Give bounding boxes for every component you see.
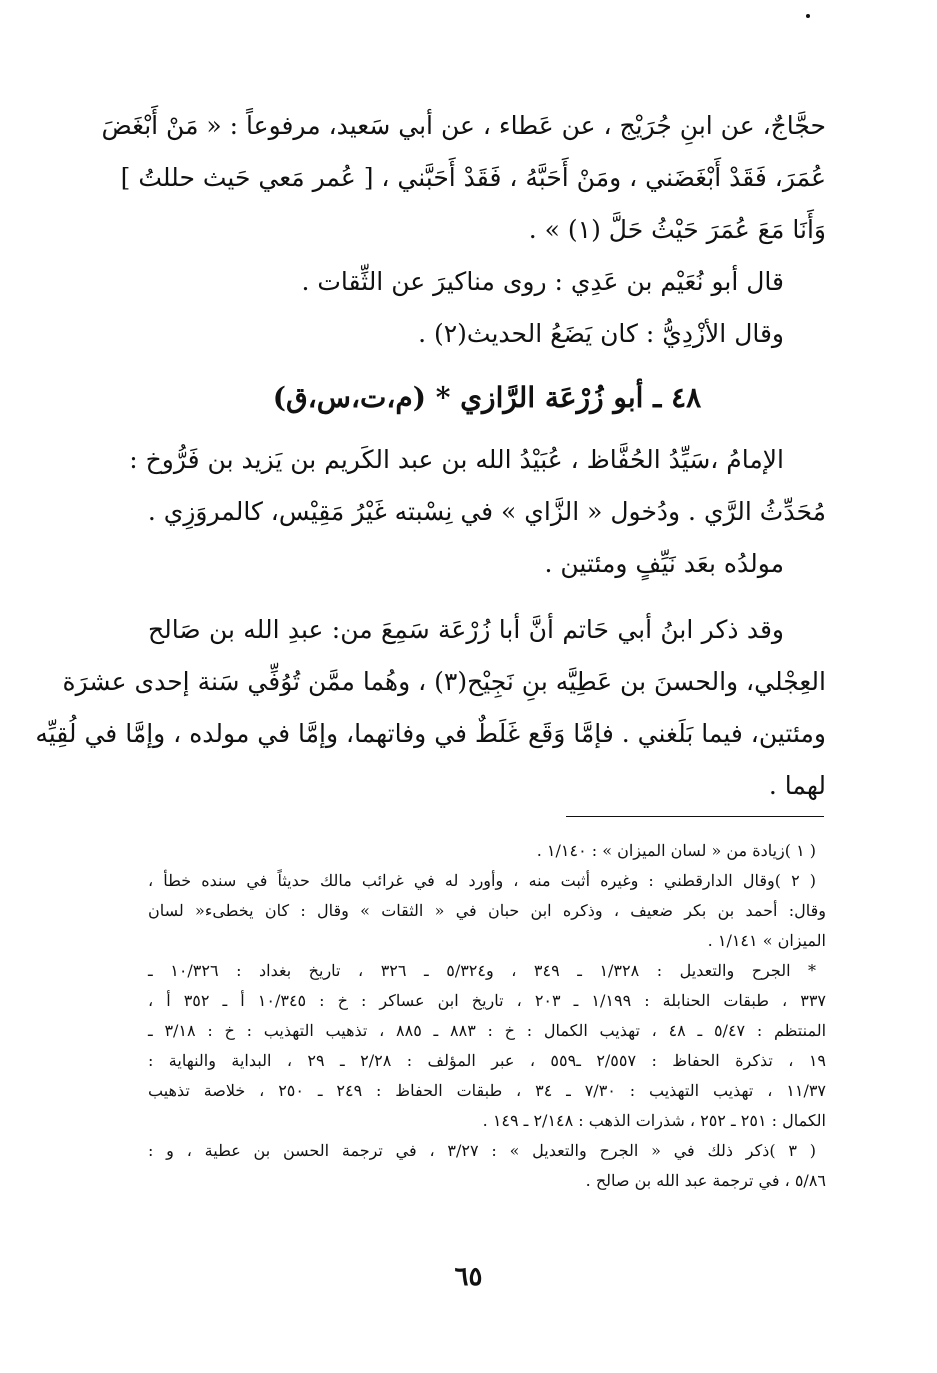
- text-line: مولدُه بعَد نَيِّفٍ ومئتين .: [544, 549, 784, 578]
- footnote-line: ( ٢ )وقال الدارقطني : وغيره أثبت منه ، وأورد له في غرائب مالك حديثاً في سنده خطأ ،: [148, 871, 816, 890]
- footnote-line: المنتظم : ٥/٤٧ ـ ٤٨ ، تهذيب الكمال : خ : ٨٨٣ ـ ٨٨٥ ، تذهيب التهذيب : خ : ٣/١٨ ـ: [148, 1021, 827, 1040]
- footnote-line: الميزان » ١/١٤١ .: [707, 931, 826, 950]
- footnote-line: ٣٣٧ ، طبقات الحنابلة : ١/١٩٩ ـ ٢٠٣ ، تاريخ ابن عساكر : خ : ١٠/٣٤٥ أ ـ ٣٥٢ أ ،: [148, 991, 826, 1010]
- footnote-line: ( ٣ )ذكر ذلك في « الجرح والتعديل » : ٣/٢٧ ، في ترجمة الحسن بن عطية ، و :: [148, 1141, 817, 1160]
- text-line: الإمامُ ،سَيِّدُ الحُفَّاظ ، عُبَيْدُ الله بن عبد الكَريم بن يَزيد بن فَرُّوخ :: [129, 445, 784, 474]
- text-line: قال أبو نُعَيْم بن عَدِي : روى مناكيرَ عن الثِّقات .: [301, 267, 784, 296]
- main-text: [35, 100, 826, 812]
- text-line: العِجْلي، والحسنَ بن عَطِيَّه بنِ نَجِيْح(٣) ، وهُما ممَّن تُوُفِّي سَنة إحدى عشرَة: [62, 667, 826, 696]
- footnote-separator: [566, 816, 824, 817]
- footnote-line: وقال: أحمد بن بكر ضعيف ، وذكره ابن حبان في « الثقات » وقال : كان يخطىء« لسان: [148, 901, 826, 920]
- footnote-line: * الجرح والتعديل : ١/٣٢٨ ـ ٣٤٩ ، و٥/٣٢٤ ـ ٣٢٦ ، تاريخ بغداد : ١٠/٣٢٦ ـ: [148, 961, 817, 980]
- footnote-line: الكمال : ٢٥١ ـ ٢٥٢ ، شذرات الذهب : ٢/١٤٨ ـ ١٤٩ .: [482, 1111, 826, 1130]
- text-line: وقال الأزْدِيُّ : كان يَضَعُ الحديث(٢) .: [418, 319, 784, 348]
- text-line: وقد ذكر ابنُ أبي حَاتم أنَّ أبا زُرْعَة سَمِعَ من: عبدِ الله بن صَالح: [148, 615, 784, 644]
- text-line: ومئتين، فيما بَلَغني . فإمَّا وَقَع غَلَطٌ في وفاتهما، وإمَّا في مولده ، وإمَّا في لُقِيِّه: [35, 719, 826, 748]
- entry-heading: ٤٨ ـ أبو زُرْعَة الرَّازي * (م،ت،س،ق): [272, 381, 702, 414]
- footnote-line: ١١/٣٧ ، تهذيب التهذيب : ٧/٣٠ ـ ٣٤ ، طبقات الحفاظ : ٢٤٩ ـ ٢٥٠ ، خلاصة تذهيب: [148, 1081, 827, 1100]
- text-line: حجَّاجٌ، عن ابنِ جُرَيْج ، عن عَطاء ، عن أبي سَعيد، مرفوعاً : « مَنْ أَبْغَضَ: [101, 111, 826, 140]
- footnote-line: ١٩ ، تذكرة الحفاظ : ٢/٥٥٧ ـ٥٥٩ ، عبر المؤلف : ٢/٢٨ ـ ٢٩ ، البداية والنهاية :: [148, 1051, 827, 1070]
- text-line: مُحَدِّثُ الرَّي . ودُخول « الزَّاي » في نِسْبته غَيْرُ مَقِيْس، كالمروَزِي .: [147, 497, 826, 526]
- footnote-line: ٥/٨٦ ، في ترجمة عبد الله بن صالح .: [585, 1171, 826, 1190]
- text-line: وَأَنَا مَعَ عُمَرَ حَيْثُ حَلَّ (١) » .: [528, 215, 826, 244]
- page-number: ٦٥: [454, 1262, 483, 1292]
- text-line: عُمَرَ، فَقَدْ أَبْغَضَني ، ومَنْ أَحَبَّهُ ، فَقَدْ أَحَبَّني ، [ عُمر مَعي حَيث حللتُ ]: [120, 163, 826, 192]
- footnotes: [148, 836, 826, 1196]
- footnote-line: ( ١ )زيادة من « لسان الميزان » : ١/١٤٠ .: [536, 841, 816, 860]
- ink-dot: [806, 14, 810, 18]
- text-line: لهما .: [768, 771, 826, 800]
